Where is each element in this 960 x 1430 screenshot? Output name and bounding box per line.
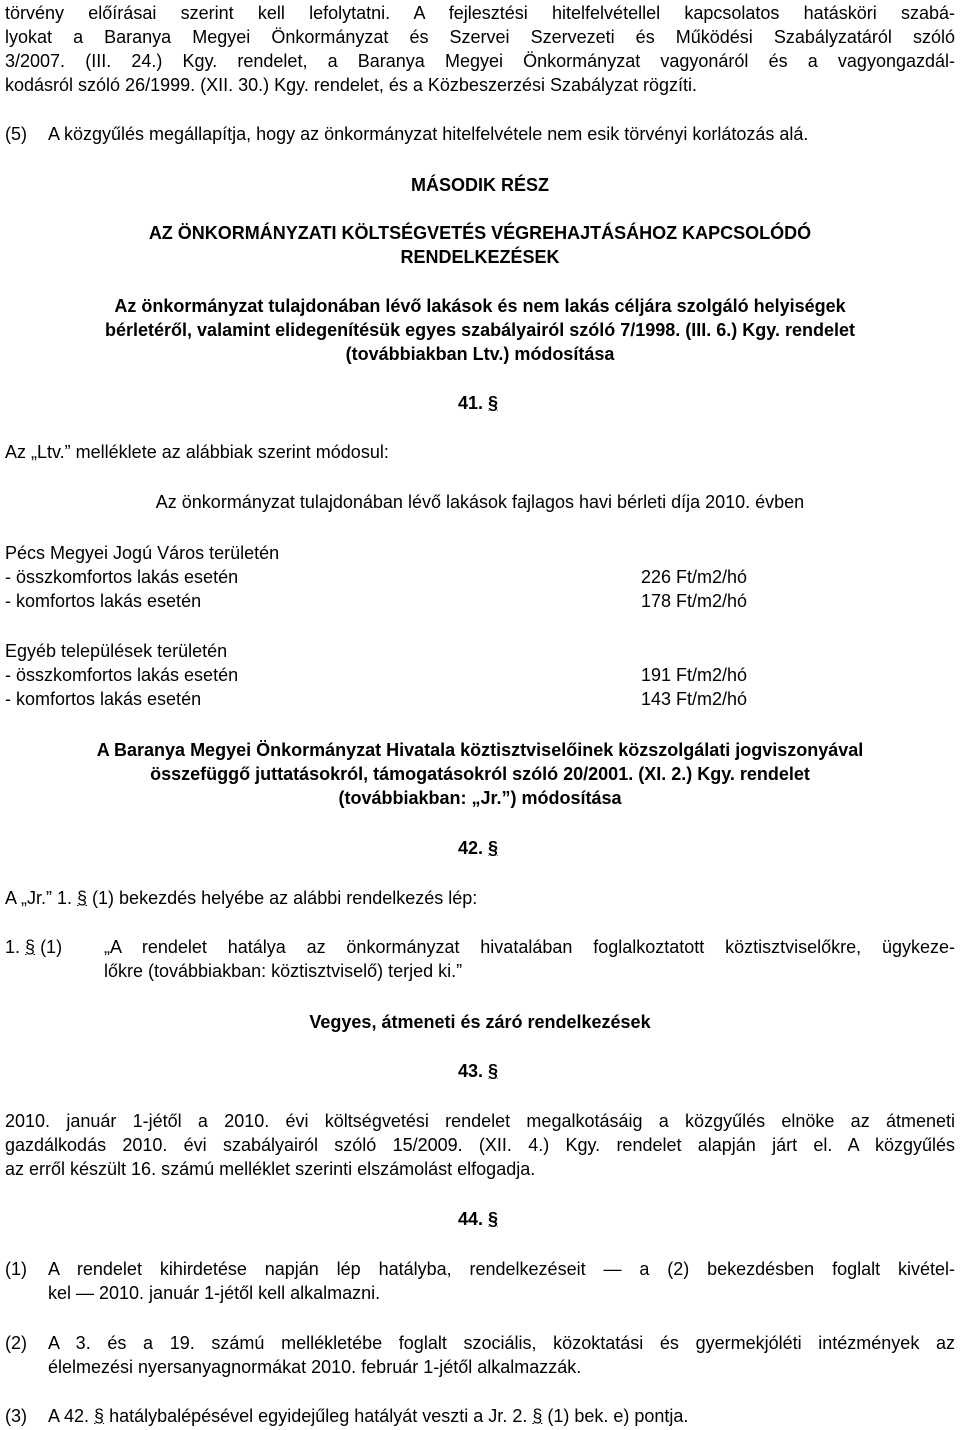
- paragraph-number: (2): [5, 1333, 27, 1353]
- s43-line: 2010. január 1-jétől a 2010. évi költségvetési rendelet megalkotásáig a közgyűlés elnöke az átmeneti: [5, 1111, 955, 1131]
- p3-text-a: A 42.: [48, 1406, 95, 1426]
- intro-line: törvény előírásai szerint kell lefolytatni. A fejlesztési hitelfelvétellel kapcsolatos hatásköri szabá-: [5, 3, 955, 23]
- final-heading: Vegyes, átmeneti és záró rendelkezések: [309, 1012, 651, 1032]
- section-sign: §: [532, 1406, 543, 1426]
- s44-p2-line: élelmezési nyersanyagnormákat 2010. február 1-jétől alkalmazzák.: [48, 1357, 582, 1377]
- section-sign: §: [77, 888, 88, 908]
- rent-row-value: 178 Ft/m2/hó: [641, 591, 748, 611]
- section-number-42: [458, 837, 498, 859]
- section-sign: §: [488, 1209, 499, 1229]
- rent-row-label: - összkomfortos lakás esetén: [5, 665, 239, 685]
- rent-row-value: 143 Ft/m2/hó: [641, 689, 748, 709]
- section-number: 43.: [458, 1061, 484, 1081]
- paragraph-number: 1.: [5, 937, 21, 957]
- rent-row-value: 226 Ft/m2/hó: [641, 567, 748, 587]
- part-title: MÁSODIK RÉSZ: [410, 175, 549, 195]
- paragraph-number: (3): [5, 1406, 27, 1426]
- part-subtitle: AZ ÖNKORMÁNYZATI KÖLTSÉGVETÉS VÉGREHAJTÁSÁHOZ KAPCSOLÓDÓ: [148, 223, 812, 243]
- section-number: 44.: [458, 1209, 484, 1229]
- section-number: 41.: [458, 393, 484, 413]
- section-sign: §: [488, 1061, 499, 1081]
- paragraph-number: (5): [5, 124, 27, 144]
- rent-group-title: Egyéb települések területén: [5, 641, 228, 661]
- paragraph-number: (1): [5, 1259, 27, 1279]
- s44-p3-line: [48, 1405, 688, 1427]
- section-number-44: [458, 1208, 498, 1230]
- annex-title: Az önkormányzat tulajdonában lévő lakások fajlagos havi bérleti díja 2010. évben: [155, 492, 805, 512]
- intro-line: lyokat a Baranya Megyei Önkormányzat és Szervei Szervezeti és Működési Szabályzatáról szóló: [5, 27, 955, 47]
- jr-intro: [5, 887, 477, 909]
- jr-paragraph-line: lőkre (továbbiakban: köztisztviselő) terjed ki.”: [104, 961, 463, 981]
- jr-heading: A Baranya Megyei Önkormányzat Hivatala köztisztviselőinek közszolgálati jogviszonyával: [96, 740, 864, 760]
- intro-line: 3/2007. (III. 24.) Kgy. rendelet, a Baranya Megyei Önkormányzat vagyonáról és a vagyongazdál-: [5, 51, 955, 71]
- s43-line: az erről készült 16. számú melléklet szerinti elszámolást elfogadja.: [5, 1159, 536, 1179]
- rent-row-label: - komfortos lakás esetén: [5, 591, 202, 611]
- paragraph-text: A közgyűlés megállapítja, hogy az önkormányzat hitelfelvétele nem esik törvényi korlátozás alá.: [48, 124, 809, 144]
- section-sign: §: [488, 838, 499, 858]
- section-number-43: [458, 1060, 498, 1082]
- jr-heading: (továbbiakban: „Jr.”) módosítása: [338, 788, 622, 808]
- ltv-heading: Az önkormányzat tulajdonában lévő lakások és nem lakás céljára szolgáló helyiségek: [114, 296, 846, 316]
- part-subtitle: RENDELKEZÉSEK: [400, 247, 560, 267]
- jr-heading: összefüggő juttatásokról, támogatásokról szóló 20/2001. (XI. 2.) Kgy. rendelet: [150, 764, 810, 784]
- p3-text-b: hatálybalépésével egyidejűleg hatályát veszti a Jr. 2.: [104, 1406, 533, 1426]
- jr-intro-a: A „Jr.” 1.: [5, 888, 78, 908]
- rent-group-title: Pécs Megyei Jogú Város területén: [5, 543, 280, 563]
- ltv-heading: bérletéről, valamint elidegenítésük egyes szabályairól szóló 7/1998. (III. 6.) Kgy. rendelet: [105, 320, 855, 340]
- p3-text-c: (1) bek. e) pontja.: [542, 1406, 689, 1426]
- s44-p1-line: A rendelet kihirdetése napján lép hatályba, rendelkezéseit — a (2) bekezdésben foglalt kivétel-: [48, 1259, 955, 1279]
- s43-line: gazdálkodás 2010. évi szabályairól szóló 15/2009. (XII. 4.) Kgy. rendelet alapján járt el. A közgyűlés: [5, 1135, 955, 1155]
- intro-line: kodásról szóló 26/1999. (XII. 30.) Kgy. rendelet, és a Közbeszerzési Szabályzat rögzíti.: [5, 75, 698, 95]
- paragraph-sub-number: (1): [40, 937, 63, 957]
- section-sign: §: [94, 1406, 105, 1426]
- rent-row-label: - összkomfortos lakás esetén: [5, 567, 239, 587]
- s44-p2-line: A 3. és a 19. számú mellékletébe foglalt szociális, közoktatási és gyermekjóléti intézmények az: [48, 1333, 955, 1353]
- section-sign: §: [25, 937, 36, 957]
- rent-row-value: 191 Ft/m2/hó: [641, 665, 748, 685]
- ltv-heading: (továbbiakban Ltv.) módosítása: [345, 344, 615, 364]
- section-sign: §: [488, 393, 499, 413]
- jr-intro-b: (1) bekezdés helyébe az alábbi rendelkezés lép:: [87, 888, 478, 908]
- section-number-41: [458, 392, 498, 414]
- ltv-text: Az „Ltv.” melléklete az alábbiak szerint módosul:: [5, 442, 389, 462]
- rent-row-label: - komfortos lakás esetén: [5, 689, 202, 709]
- jr-paragraph-line: „A rendelet hatálya az önkormányzat hivatalában foglalkoztatott köztisztviselőkre, ügykeze-: [104, 937, 955, 957]
- s44-p1-line: kel — 2010. január 1-jétől kell alkalmazni.: [48, 1283, 381, 1303]
- jr-paragraph-number: [5, 936, 62, 958]
- section-number: 42.: [458, 838, 484, 858]
